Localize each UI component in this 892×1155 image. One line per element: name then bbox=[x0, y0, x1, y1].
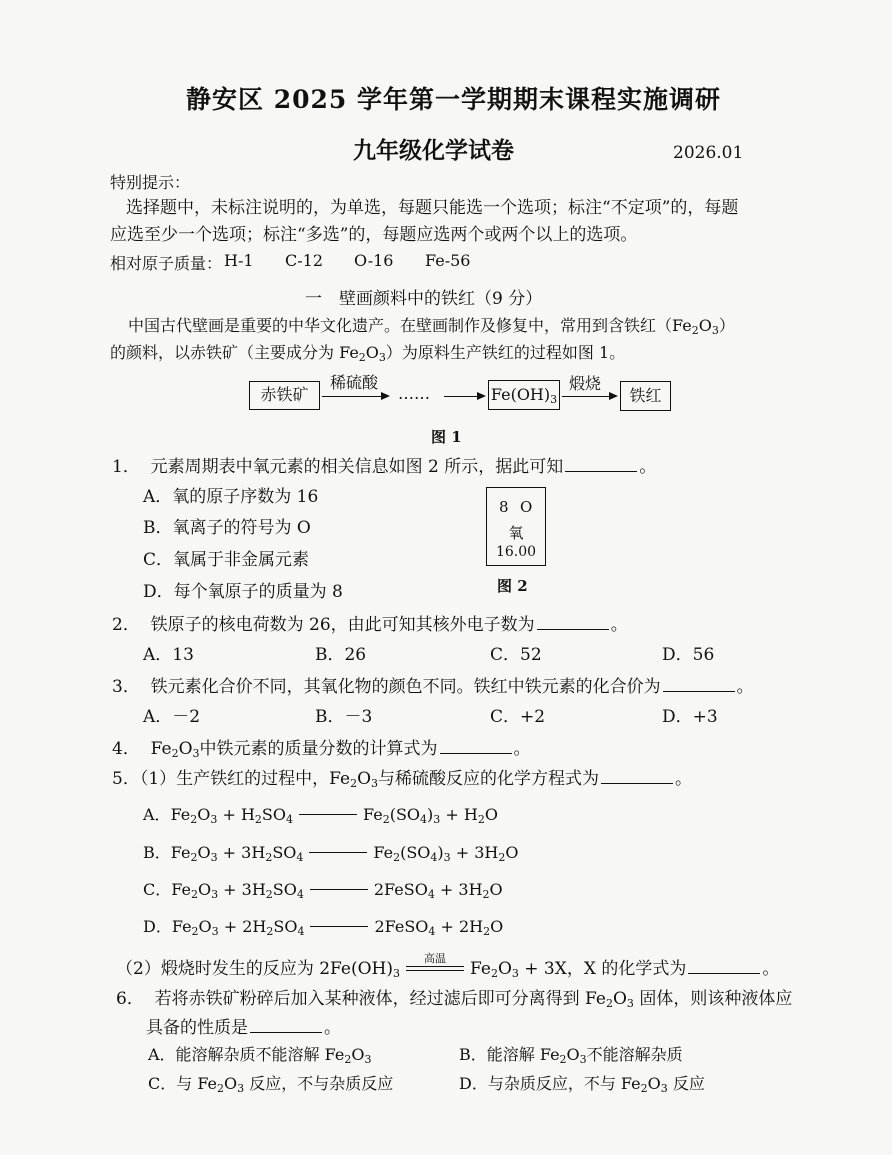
element-card-oxygen bbox=[486, 487, 546, 566]
q1-stem: 1． 元素周期表中氧元素的相关信息如图 2 所示，据此可知 。 bbox=[112, 457, 657, 477]
q5-option-a: A．$Fe_2O_3 + H_2SO_4$ $Fe_2(SO_4)_3 + H_2O$ bbox=[143, 805, 498, 826]
q2-stem: 2． 铁原子的核电荷数为 26，由此可知其核外电子数为 。 bbox=[112, 615, 628, 635]
q6-option-a: A．能溶解杂质不能溶解 $Fe_2O_3$ bbox=[148, 1045, 372, 1066]
q5-option-d: D．$Fe_2O_3 + 2H_2SO_4$ 2FeSO$_4$ + $2H_2O$ bbox=[143, 917, 504, 938]
flow-arrow1-label: 稀硫酸 bbox=[330, 373, 379, 392]
q3-option-a: A．－2 bbox=[143, 707, 201, 727]
flow-arrow2-label: 煅烧 bbox=[569, 374, 602, 393]
q2-option-a: A．13 bbox=[143, 645, 194, 665]
arrow-right-icon bbox=[444, 396, 484, 397]
arrow-right-icon bbox=[562, 396, 616, 397]
q5-part1-stem: 5．（1）生产铁红的过程中，$Fe_2O_3$与稀硫酸反应的化学方程式为 。 bbox=[112, 769, 693, 790]
atomic-mass-label: 相对原子质量： bbox=[110, 254, 223, 273]
q5-option-c: C．$Fe_2O_3 + 3H_2SO_4$ 2FeSO$_4$ + $3H_2O$ bbox=[143, 880, 503, 901]
q4-stem: 4． $Fe_2O_3$中铁元素的质量分数的计算式为 。 bbox=[112, 739, 531, 760]
flow-box-hematite: 赤铁矿 bbox=[249, 381, 320, 410]
q1-option-a: A．氧的原子序数为 16 bbox=[143, 487, 319, 507]
q3-option-d: D．+3 bbox=[662, 707, 718, 727]
section-title: 一 壁画颜料中的铁红（9 分） bbox=[305, 289, 543, 309]
reaction-condition-arrow: 高温 bbox=[406, 966, 464, 974]
exam-date: 2026.01 bbox=[673, 143, 744, 163]
q1-option-b: B．氧离子的符号为 O bbox=[143, 518, 311, 538]
equals-sign-icon bbox=[299, 814, 357, 818]
element-number: 8 bbox=[499, 498, 509, 516]
q6-option-d: D．与杂质反应，不与 $Fe_2O_3$ 反应 bbox=[459, 1074, 705, 1095]
figure-1-caption: 图 1 bbox=[431, 428, 462, 446]
notes-line2: 应选至少一个选项；标注“多选”的，每题应选两个或两个以上的选项。 bbox=[110, 225, 638, 245]
q3-stem: 3． 铁元素化合价不同，其氧化物的颜色不同。铁红中铁元素的化合价为 。 bbox=[112, 677, 754, 697]
q2-option-d: D．56 bbox=[662, 645, 715, 665]
exam-title: 静安区 2025 学年第一学期期末课程实施调研 bbox=[186, 85, 721, 114]
flow-box-feoh3: $Fe(OH)_3$ bbox=[488, 380, 560, 410]
q2-option-b: B．26 bbox=[315, 645, 367, 665]
q6-stem-line1: 6． 若将赤铁矿粉碎后加入某种液体，经过滤后即可分离得到 $Fe_2O_3$ 固体，则该种液体应 bbox=[116, 989, 793, 1010]
exam-subtitle: 九年级化学试卷 bbox=[353, 137, 514, 164]
q6-stem-line2: 具备的性质是 。 bbox=[146, 1018, 341, 1038]
arrow-right-icon bbox=[322, 396, 388, 397]
q6-option-b: B．能溶解 $Fe_2O_3$不能溶解杂质 bbox=[459, 1045, 683, 1066]
q6-option-c: C．与 $Fe_2O_3$ 反应，不与杂质反应 bbox=[148, 1074, 394, 1095]
atomic-mass-h: H-1 bbox=[224, 251, 254, 270]
equals-sign-icon bbox=[310, 926, 368, 930]
q1-option-d: D．每个氧原子的质量为 8 bbox=[143, 582, 343, 602]
element-symbol: O bbox=[520, 498, 533, 516]
figure-2-caption: 图 2 bbox=[497, 577, 528, 595]
atomic-mass-fe: Fe-56 bbox=[425, 251, 471, 270]
q1-option-c: C．氧属于非金属元素 bbox=[143, 550, 310, 570]
q3-option-c: C．+2 bbox=[490, 707, 546, 727]
element-name: 氧 bbox=[508, 524, 524, 542]
element-mass: 16.00 bbox=[495, 544, 537, 560]
flow-dots: …… bbox=[398, 384, 430, 403]
q5-part2-stem: （2）煅烧时发生的反应为 $2Fe(OH)_3$ 高温 $Fe_2O_3 + 3X$，X 的化学式为 。 bbox=[116, 951, 780, 980]
notes-label: 特别提示： bbox=[110, 173, 191, 192]
equals-sign-icon bbox=[310, 889, 368, 893]
section-intro-line2: 的颜料，以赤铁矿（主要成分为 $Fe_2O_3$）为原料生产铁红的过程如图 1。 bbox=[110, 343, 626, 364]
equals-sign-icon bbox=[309, 852, 367, 856]
q3-option-b: B．－3 bbox=[315, 707, 373, 727]
section-intro-line1: 中国古代壁画是重要的中华文化遗产。在壁画制作及修复中，常用到含铁红$(Fe_2O_3)$ bbox=[128, 316, 735, 337]
notes-line1: 选择题中，未标注说明的，为单选，每题只能选一个选项；标注“不定项”的，每题 bbox=[126, 198, 739, 218]
q2-option-c: C．52 bbox=[490, 645, 542, 665]
q5-option-b: B．$Fe_2O_3 + 3H_2SO_4$ $Fe_2(SO_4)_3 + 3H_2O$ bbox=[143, 843, 519, 864]
flow-box-iron-red: 铁红 bbox=[620, 381, 671, 411]
atomic-mass-o: O-16 bbox=[354, 251, 394, 270]
atomic-mass-c: C-12 bbox=[285, 251, 324, 270]
